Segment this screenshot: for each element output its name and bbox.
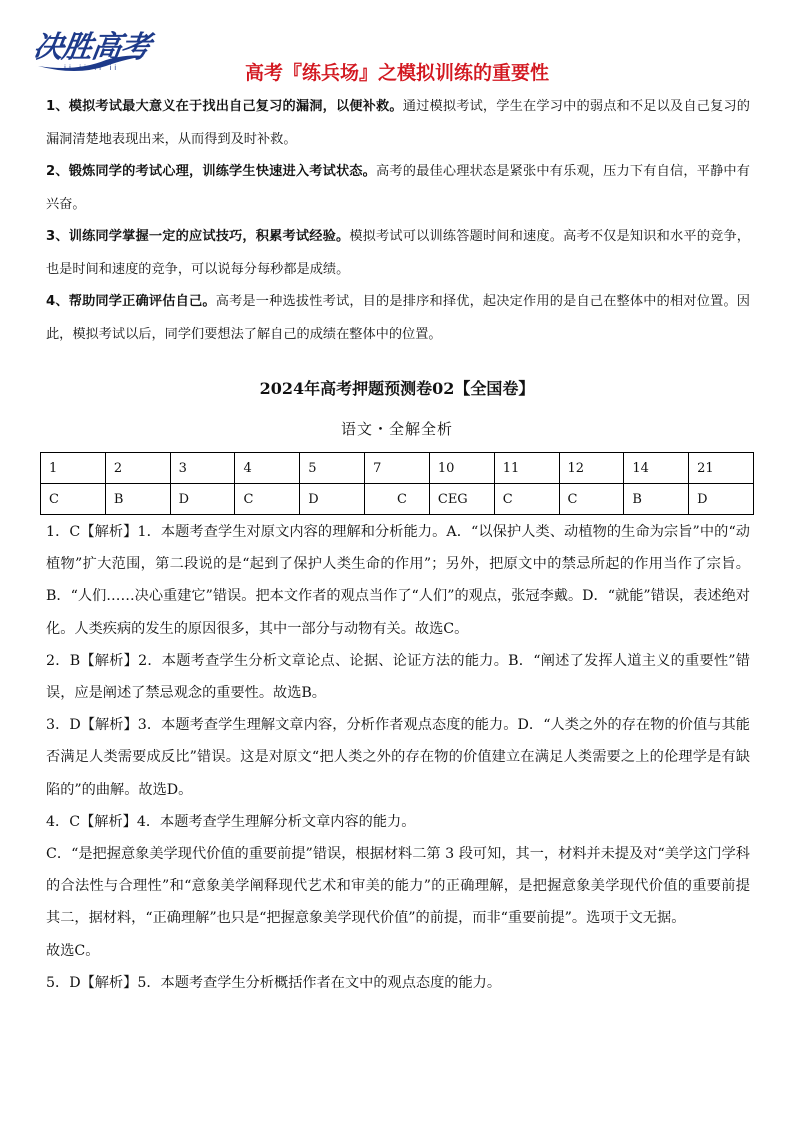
intro-point xyxy=(46,221,750,286)
paper-title: 2024年高考押题预测卷02【全国卷】 xyxy=(259,379,535,398)
analysis-paragraph: 3．D【解析】3．本题考查学生理解文章内容，分析作者观点态度的能力。D．“人类之外的存在物的价值与其能否满足人类需要成反比”错误。这是对原文“把人类之外的存在物的价值建立在满足人类需要之上的伦理学是有缺陷的”的曲解。故选D。 xyxy=(46,717,750,798)
paper-subtitle: 语文・全解全析 xyxy=(340,420,453,438)
logo-subtext: ii ii ii ii xyxy=(64,64,120,72)
intro-point-heading: 3、训练同学掌握一定的应试技巧，积累考试经验。 xyxy=(46,229,350,244)
answer-cell: C xyxy=(494,484,559,515)
intro-point-heading: 2、锻炼同学的考试心理，训练学生快速进入考试状态。 xyxy=(46,164,377,179)
answer-cell: C xyxy=(235,484,300,515)
intro-point-text: 模拟考试可以训练答题时间和速度。高考不仅是知识和水平的竞争，也是时间和速度的竞争，可以说每分每秒都是成绩。 xyxy=(46,229,750,277)
question-number-cell: 14 xyxy=(624,453,689,484)
analysis-paragraph: C．“是把握意象美学现代价值的重要前提”错误，根据材料二第 3 段可知，其一，材料并未提及对“美学这门学科的合法性与合理性”和“意象美学阐释现代艺术和审美的能力”的正确理解，是把握意象美学现代价值的重要前提 其二，据材料，“正确理解”也只是“把握意象美学现代价值”的前提，而非“重要前提”。选项于文无据。 xyxy=(46,846,750,927)
banner-title: 高考『练兵场』之模拟训练的重要性 xyxy=(244,62,549,84)
question-number-cell: 1 xyxy=(41,453,106,484)
logo-text: 决胜高考 xyxy=(31,30,152,65)
analysis-paragraph: 5．D【解析】5．本题考查学生分析概括作者在文中的观点态度的能力。 xyxy=(46,974,502,991)
question-number-cell: 10 xyxy=(429,453,494,484)
answer-cell: C xyxy=(41,484,106,515)
question-number-cell: 2 xyxy=(105,453,170,484)
answer-cell: D xyxy=(170,484,235,515)
analysis-paragraph: 4．C【解析】4．本题考查学生理解分析文章内容的能力。 xyxy=(46,813,416,830)
question-number-cell: 21 xyxy=(689,453,754,484)
question-number-cell: 11 xyxy=(494,453,559,484)
question-number-cell: 4 xyxy=(235,453,300,484)
answer-cell: C xyxy=(559,484,624,515)
question-number-cell: 12 xyxy=(559,453,624,484)
question-number-cell: 5 xyxy=(300,453,365,484)
answer-table xyxy=(40,452,754,515)
answer-cell: C xyxy=(365,484,430,515)
analysis-paragraph: 2．B【解析】2．本题考查学生分析文章论点、论据、论证方法的能力。B．“阐述了发挥人道主义的重要性”错误，应是阐述了禁忌观念的重要性。故选B。 xyxy=(46,652,750,702)
answer-table-answer-row xyxy=(41,484,754,515)
intro-point xyxy=(46,286,750,351)
answer-cell: B xyxy=(105,484,170,515)
intro-point-heading: 4、帮助同学正确评估自己。 xyxy=(46,294,216,309)
intro-point xyxy=(46,91,750,156)
question-number-cell: 7 xyxy=(365,453,430,484)
analysis-section xyxy=(46,516,750,999)
analysis-paragraph: 1．C【解析】1．本题考查学生对原文内容的理解和分析能力。A．“以保护人类、动植物的生命为宗旨”中的“动植物”扩大范围，第二段说的是“起到了保护人类生命的作用”；另外，把原文中的禁忌所起的作用当作了宗旨。B．“人们……决心重建它”错误。把本文作者的观点当作了“人们”的观点，张冠李戴。D．“就能”错误，表述绝对化。人类疾病的发生的原因很多，其中一部分与动物有关。故选C。 xyxy=(46,524,750,637)
answer-table-number-row xyxy=(41,453,754,484)
answer-cell: D xyxy=(300,484,365,515)
analysis-paragraph: 故选C。 xyxy=(46,942,100,959)
answer-cell: CEG xyxy=(429,484,494,515)
question-number-cell: 3 xyxy=(170,453,235,484)
intro-point xyxy=(46,156,750,221)
answer-cell: B xyxy=(624,484,689,515)
intro-point-text: 高考的最佳心理状态是紧张中有乐观，压力下有自信，平静中有兴奋。 xyxy=(46,164,750,212)
intro-point-heading: 1、模拟考试最大意义在于找出自己复习的漏洞，以便补救。 xyxy=(46,99,403,114)
intro-point-text: 通过模拟考试，学生在学习中的弱点和不足以及自己复习的漏洞清楚地表现出来，从而得到及时补救。 xyxy=(46,99,750,147)
intro-section xyxy=(46,91,750,351)
answer-cell: D xyxy=(689,484,754,515)
intro-point-text: 高考是一种选拔性考试，目的是排序和择优，起决定作用的是自己在整体中的相对位置。因此，模拟考试以后，同学们要想法了解自己的成绩在整体中的位置。 xyxy=(46,294,750,342)
